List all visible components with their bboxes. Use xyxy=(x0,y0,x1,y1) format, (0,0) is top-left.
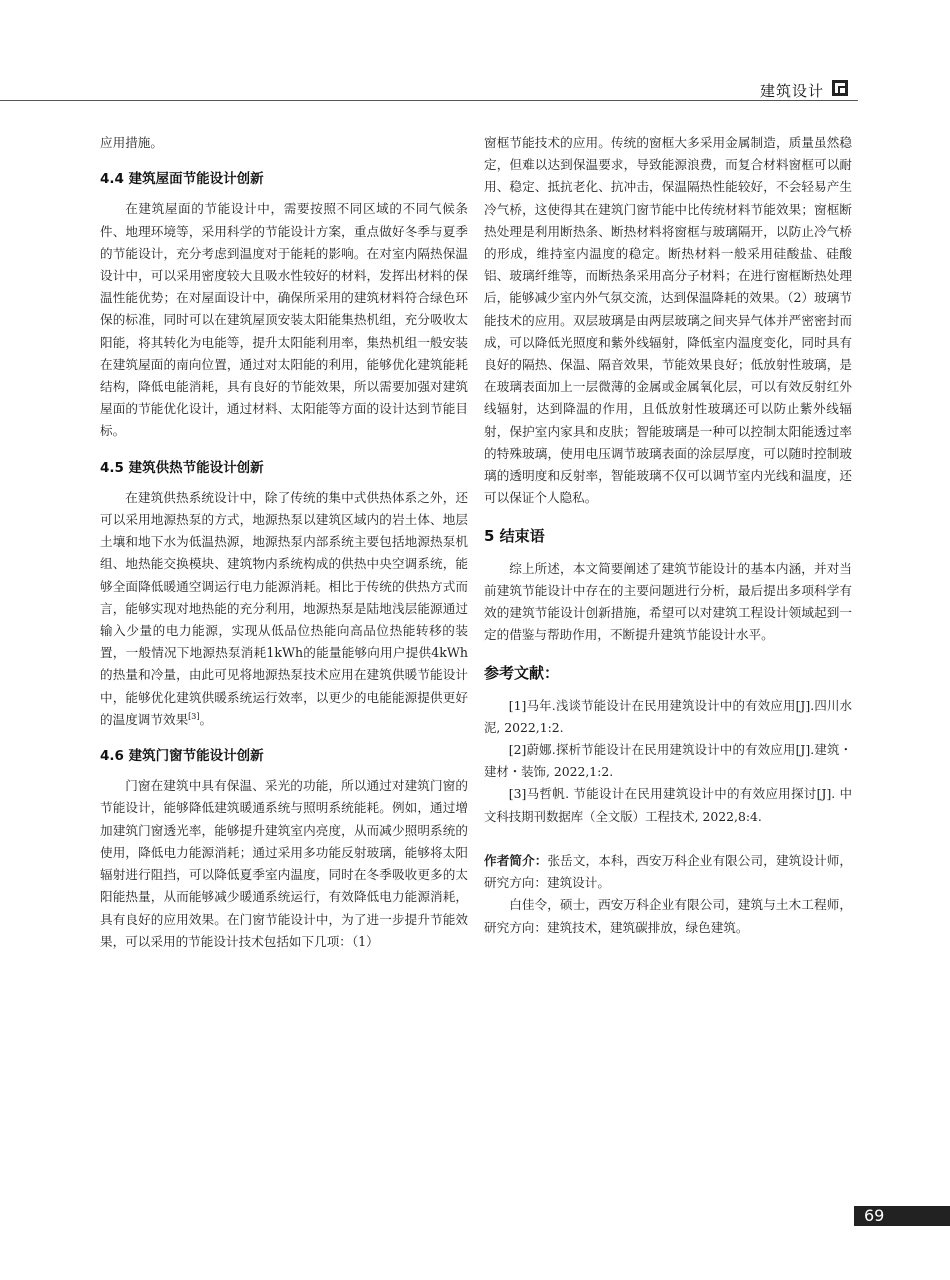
section-4-5-body xyxy=(100,487,468,731)
section-4-5-end: 。 xyxy=(199,711,213,727)
reference-item: [1]马年.浅谈节能设计在民用建筑设计中的有效应用[J].四川水泥, 2022,1:2. xyxy=(484,697,852,735)
reference-item: [3]马哲帆. 节能设计在民用建筑设计中的有效应用探讨[J]. 中文科技期刊数据库（全文版）工程技术, 2022,8:4. xyxy=(484,786,852,824)
section-4-5-text: 在建筑供热系统设计中，除了传统的集中式供热体系之外，还可以采用地源热泵的方式，地源热泵以建筑区域内的岩土体、地层土壤和地下水为低温热源，地源热泵内部系统主要包括地源热泵机组、地热能交换模块、建筑物内系统构成的供热中央空调系统，能够全面降低暖通空调运行电力能源消耗。相比于传统的供热方式而言，能够实现对地热能的充分利用，地源热泵是陆地浅层能源通过输入少量的电力能源，实现从低品位热能向高品位热能转移的装置，一般情况下地源热泵消耗1kWh的能量能够向用户提供4kWh的热量和冷量，由此可见将地源热泵技术应用在建筑供暖节能设计中，能够优化建筑供暖系统运行效率，以更少的电能能源提供更好的温度调节效果 xyxy=(100,489,468,727)
section-4-5-heading: 4.5 建筑供热节能设计创新 xyxy=(100,459,264,476)
author-intro xyxy=(484,850,852,894)
references-heading: 参考文献： xyxy=(484,664,560,683)
section-4-4-body: 在建筑屋面的节能设计中，需要按照不同区域的不同气候条件、地理环境等，采用科学的节能设计方案，重点做好冬季与夏季的节能设计，充分考虑到温度对于能耗的影响。在对室内隔热保温设计中，可以采用密度较大且吸水性较好的材料，发挥出材料的保温性能优势；在对屋面设计中，确保所采用的建筑材料符合绿色环保的标准，同时可以在建筑屋顶安装太阳能集热机组，充分吸收太阳能，将其转化为电能等，提升太阳能利用率，集热机组一般安装在建筑屋面的南向位置，通过对太阳能的利用，能够优化建筑能耗结构，降低电能消耗，具有良好的节能效果，所以需要加强对建筑屋面的节能优化设计，通过材料、太阳能等方面的设计达到节能目标。 xyxy=(100,201,468,439)
citation-3: [3] xyxy=(188,711,200,721)
conclusion-heading: 5 结束语 xyxy=(484,527,545,546)
section-4-4-heading: 4.4 建筑屋面节能设计创新 xyxy=(100,171,264,188)
section-4-6-heading: 4.6 建筑门窗节能设计创新 xyxy=(100,748,264,765)
header-tab xyxy=(858,79,950,101)
reference-item: [2]蔚娜.探析节能设计在民用建筑设计中的有效应用[J].建筑・建材・装饰, 2022,1:2. xyxy=(484,742,852,780)
right-column xyxy=(484,132,852,939)
author-label: 作者简介： xyxy=(484,852,548,868)
section-4-6-body: 门窗在建筑中具有保温、采光的功能，所以通过对建筑门窗的节能设计，能够降低建筑暖通系统与照明系统能耗。例如，通过增加建筑门窗透光率，能够提升建筑室内亮度，从而减少照明系统的使用，降低电力能源消耗；通过采用多功能反射玻璃，能够将太阳辐射进行阻挡，可以降低夏季室内温度，同时在冬季吸收更多的太阳能热量，从而能够减少暖通系统运行，有效降低电力能源消耗，具有良好的应用效果。在门窗节能设计中，为了进一步提升节能效果，可以采用的节能设计技术包括如下几项：（1） xyxy=(100,778,468,949)
intro-text: 应用措施。 xyxy=(100,135,163,150)
left-column xyxy=(100,132,468,953)
conclusion-body: 综上所述，本文简要阐述了建筑节能设计的基本内涵，并对当前建筑节能设计中存在的主要问题进行分析，最后提出多项科学有效的建筑节能设计创新措施，希望可以对建筑工程设计领域起到一定的借鉴与帮助作用，不断提升建筑节能设计水平。 xyxy=(484,560,852,643)
header-rule xyxy=(0,100,860,101)
page-number: 69 xyxy=(854,1206,950,1226)
reference-list xyxy=(484,695,852,828)
journal-logo-icon xyxy=(832,80,848,96)
author-line-1: 张岳文，本科，西安万科企业有限公司，建筑设计师，研究方向：建筑设计。 xyxy=(484,852,853,891)
journal-title: 建筑设计 xyxy=(760,82,825,100)
author-line-2: 白佳令，硕士，西安万科企业有限公司，建筑与土木工程师，研究方向：建筑技术，建筑碳排放，绿色建筑。 xyxy=(484,897,852,935)
section-4-6-continued: 窗框节能技术的应用。传统的窗框大多采用金属制造，质量虽然稳定，但难以达到保温要求，导致能源浪费，而复合材料窗框可以耐用、稳定、抵抗老化、抗冲击，保温隔热性能较好，不会轻易产生冷气桥，这使得其在建筑门窗节能中比传统材料节能效果；窗框断热处理是利用断热条、断热材料将窗框与玻璃隔开，以防止冷气桥的形成，维持室内温度的稳定。断热材料一般采用硅酸盐、硅酸铝、玻璃纤维等，而断热条采用高分子材料；在进行窗框断热处理后，能够减少室内外气氛交流，达到保温降耗的效果。（2）玻璃节能技术的应用。双层玻璃是由两层玻璃之间夹异气体并严密密封而成，可以降低光照度和紫外线辐射，降低室内温度变化，同时具有良好的隔热、保温、隔音效果，节能效果良好；低放射性玻璃，是在玻璃表面加上一层微薄的金属或金属氧化层，可以有效反射红外线辐射，达到降温的作用，且低放射性玻璃还可以防止紫外线辐射，保护室内家具和皮肤；智能玻璃是一种可以控制太阳能透过率的特殊玻璃，使用电压调节玻璃表面的涂层厚度，可以随时控制玻璃的透明度和反射率，智能玻璃不仅可以调节室内光线和温度，还可以保证个人隐私。 xyxy=(484,135,852,506)
